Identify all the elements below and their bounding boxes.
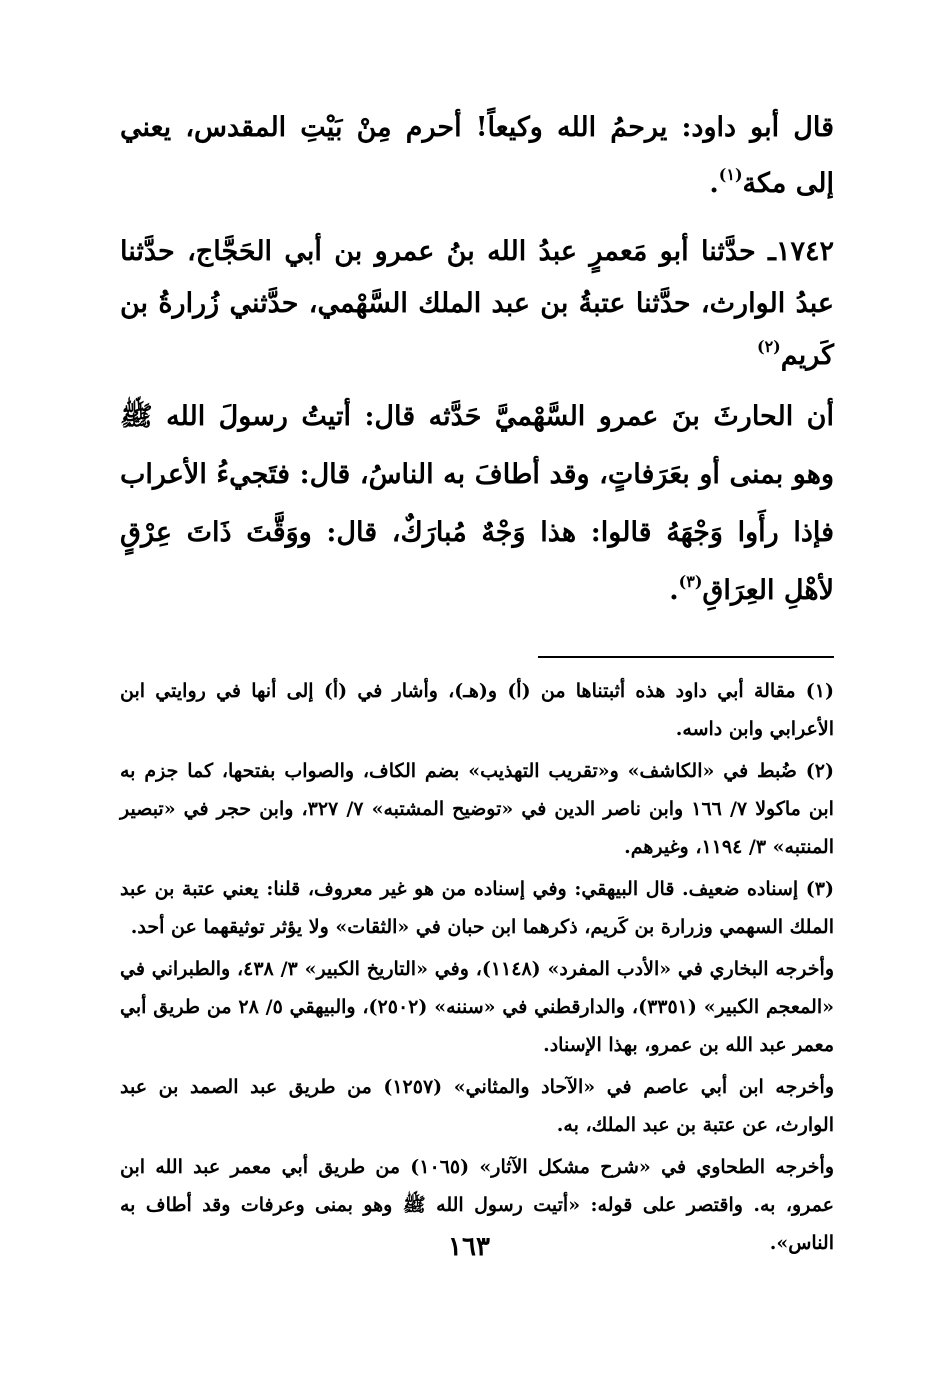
footnote-ref: (٣) bbox=[678, 572, 703, 591]
footnote-3: (٣) إسناده ضعيف. قال البيهقي: وفي إسناده من هو غير معروف، قلنا: يعني عتبة بن عبد الملك السهمي وزرارة بن كَريم، ذكرهما ابن حبان في «الثقات» ولا يؤثر توثيقهما عن أحد. bbox=[120, 878, 834, 938]
page-number: ١٦٣ bbox=[448, 1232, 490, 1262]
hadith-matn: أن الحارثَ بنَ عمرو السَّهْميَّ حَدَّثه قال: أتيتُ رسولَ الله ﷺ وهو بمنى أو بعَرَفاتٍ، وقد أطافَ به الناسُ، قال: فتَجيءُ الأعراب فإذا رأَوا وَجْهَهُ قالوا: هذا وَجْهٌ مُبارَكٌ، قال: ووَقَّتَ ذَاتَ عِرْقٍ لأهْلِ العِرَاقِ$^{(٣)}$. bbox=[120, 401, 834, 606]
footnote-1: (١) مقالة أبي داود هذه أثبتناها من (أ) و(هـ)، وأشار في (أ) إلى أنها في روايتي ابن الأعرابي وابن داسه. bbox=[120, 680, 834, 740]
footnote-3-takhrij-3: وأخرجه الطحاوي في «شرح مشكل الآثار» (١٠٦٥) من طريق أبي معمر عبد الله ابن عمرو، به. واقتصر على قوله: «أتيت رسول الله ﷺ وهو بمنى وعرفات وقد أطاف به الناس». bbox=[120, 1156, 834, 1254]
footnote-ref: (١) bbox=[718, 165, 743, 184]
hadith-text bbox=[120, 100, 834, 620]
footnote-ref: (٢) bbox=[757, 337, 781, 356]
footnote-3-takhrij-1: وأخرجه البخاري في «الأدب المفرد» (١١٤٨)، وفي «التاريخ الكبير» ٣/ ٤٣٨، والطبراني في «المعجم الكبير» (٣٣٥١)، والدارقطني في «سننه» (٢٥٠٢)، والبيهقي ٥/ ٢٨ من طريق أبي معمر عبد الله بن عمرو، بهذا الإسناد. bbox=[120, 958, 834, 1056]
footnote-2: (٢) ضُبط في «الكاشف» و«تقريب التهذيب» بضم الكاف، والصواب بفتحها، كما جزم به ابن ماكولا ٧/ ١٦٦ وابن ناصر الدين في «توضيح المشتبه» ٧/ ٣٢٧، وابن حجر في «تبصير المنتبه» ٣/ ١١٩٤، وغيرهم. bbox=[120, 760, 834, 858]
footnote-3-takhrij-2: وأخرجه ابن أبي عاصم في «الآحاد والمثاني» (١٢٥٧) من طريق عبد الصمد بن عبد الوارث، عن عتبة بن عبد الملك، به. bbox=[120, 1076, 834, 1136]
footnotes bbox=[120, 672, 834, 1262]
hadith-isnad: ١٧٤٢ـ حدَّثنا أبو مَعمرٍ عبدُ الله بنُ عمرو بن أبي الحَجَّاج، حدَّثنا عبدُ الوارث، حدَّثنا عتبةُ بن عبد الملك السَّهْمي، حدَّثني زُرارةُ بن كَريم$^{(٢)}$ bbox=[120, 236, 834, 371]
abu-dawud-comment: قال أبو داود: يرحمُ الله وكيعاً! أحرم مِنْ بَيْتِ المقدس، يعني إلى مكة$^{(١)}$. bbox=[120, 112, 834, 199]
footnote-separator bbox=[538, 656, 834, 658]
